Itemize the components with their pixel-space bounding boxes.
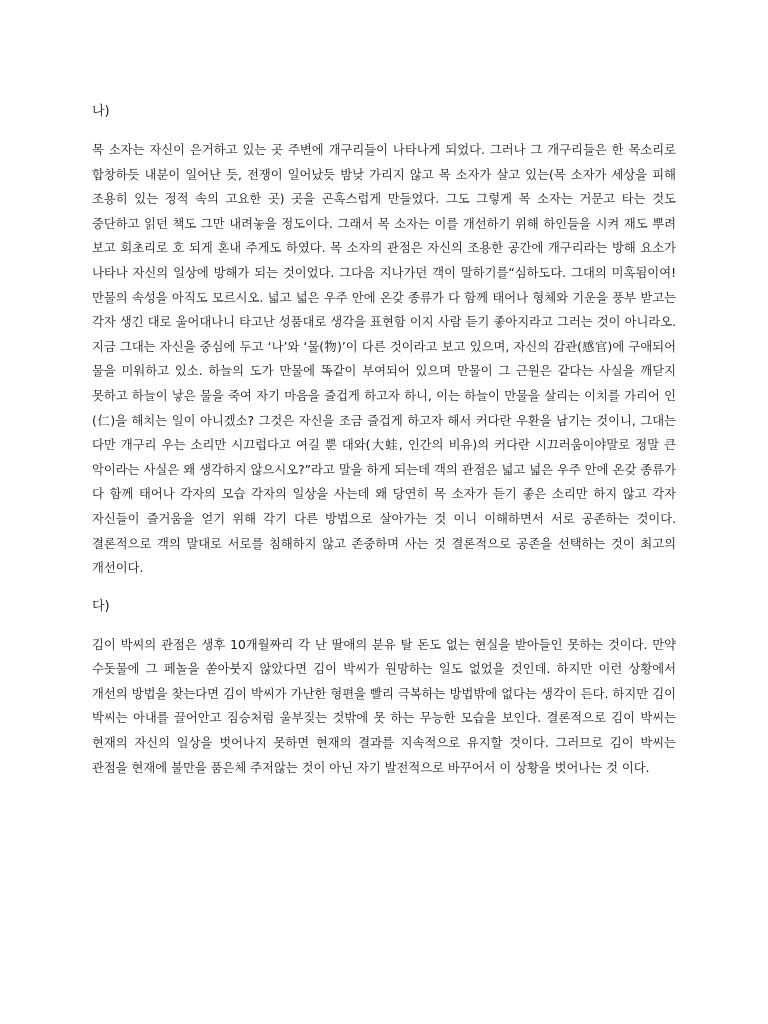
document-page: [92, 100, 676, 794]
section-heading: 나): [92, 104, 110, 119]
section-heading: 다): [92, 598, 110, 614]
paragraph: 김이 박씨의 관점은 생후 10개월짜리 각 난 딸애의 분유 탈 돈도 없는 현실을 받아들인 못하는 것이다. 만약 수돗물에 그 페놀을 쏟아붓지 않았다면 김이 박씨가 원망하는 일도 없었을 것인데. 하지만 이런 상황에서 개선의 방법을 찾는다면 김이 박씨가 가난한 형편을 빨리 극복하는 방법밖에 없다는 생각이 든다. 하지만 김이 박씨는 아내를 끌어안고 짐승처럼 울부짖는 것밖에 못 하는 무능한 모습을 보인다. 결론적으로 김이 박씨는 현재의 자신의 일상을 벗어나지 못하면 현재의 결과를 지속적으로 유지할 것이다. 그러므로 김이 박씨는 관점을 현재에 불만을 품은체 주저않는 것이 아닌 자기 발전적으로 바꾸어서 이 상황을 벗어나는 것 이다.: [92, 637, 676, 775]
section-da: [92, 595, 676, 781]
section-na: [92, 100, 676, 581]
paragraph: 목 소자는 자신이 은거하고 있는 곳 주변에 개구리들이 나타나게 되었다. 그러나 그 개구리들은 한 목소리로 합창하듯 내분이 일어난 듯, 전쟁이 일어났듯 밤낮 가리지 않고 목 소자가 살고 있는(목 소자가 세상을 피해 조용히 있는 정적 속의 고요한 곳) 곳을 곤혹스럽게 만들었다. 그도 그렇게 목 소자는 거문고 타는 것도 중단하고 읽던 책도 그만 내려놓을 정도이다. 그래서 목 소자는 이를 개선하기 위해 하인들을 시켜 재도 뿌려 보고 회초리로 호 되게 혼내 주게도 하였다. 목 소자의 관점은 자신의 조용한 공간에 개구리라는 방해 요소가 나타나 자신의 일상에 방해가 되는 것이었다. 그다음 지나가던 객이 말하기를“심하도다. 그대의 미혹됨이여! 만물의 속성을 아직도 모르시오. 넓고 넓은 우주 안에 온갖 종류가 다 함께 태어나 형체와 기운을 풍부 받고는 각자 생긴 대로 울어대나니 타고난 성품대로 생각을 표현함 이지 사람 듣기 좋아지라고 그러는 것이 아니라오. 지금 그대는 자신을 중심에 두고 ‘나’와 ‘물(物)’이 다른 것이라고 보고 있으며, 자신의 감관(感官)에 구애되어 물을 미워하고 있소. 하늘의 도가 만물에 똑같이 부여되어 있으며 만물이 그 근원은 같다는 사실을 깨닫지 못하고 하늘이 낳은 물을 죽여 자기 마음을 즐겁게 하고자 하니, 이는 하늘이 만물을 살리는 이치를 가리어 인(仁)을 해치는 일이 아니겠소? 그것은 자신을 조금 즐겁게 하고자 해서 커다란 우환을 남기는 것이니, 그대는 다만 개구리 우는 소리만 시끄럽다고 여길 뿐 대와(大蛙, 인간의 비유)의 커다란 시끄러움이야말로 정말 큰 악이라는 사실은 왜 생각하지 않으시오?”라고 말을 하게 되는데 객의 관점은 넓고 넓은 우주 안에 온갖 종류가 다 함께 태어나 각자의 모습 각자의 일상을 사는데 왜 당연히 목 소자가 듣기 좋은 소리만 하지 않고 각자 자신들이 즐거움을 얻기 위해 각기 다른 방법으로 살아가는 것 이니 이해하면서 서로 공존하는 것이다. 결론적으로 객의 말대로 서로를 침해하지 않고 존중하며 사는 것 결론적으로 공존을 선택하는 것이 최고의 개선이다.: [92, 143, 676, 576]
